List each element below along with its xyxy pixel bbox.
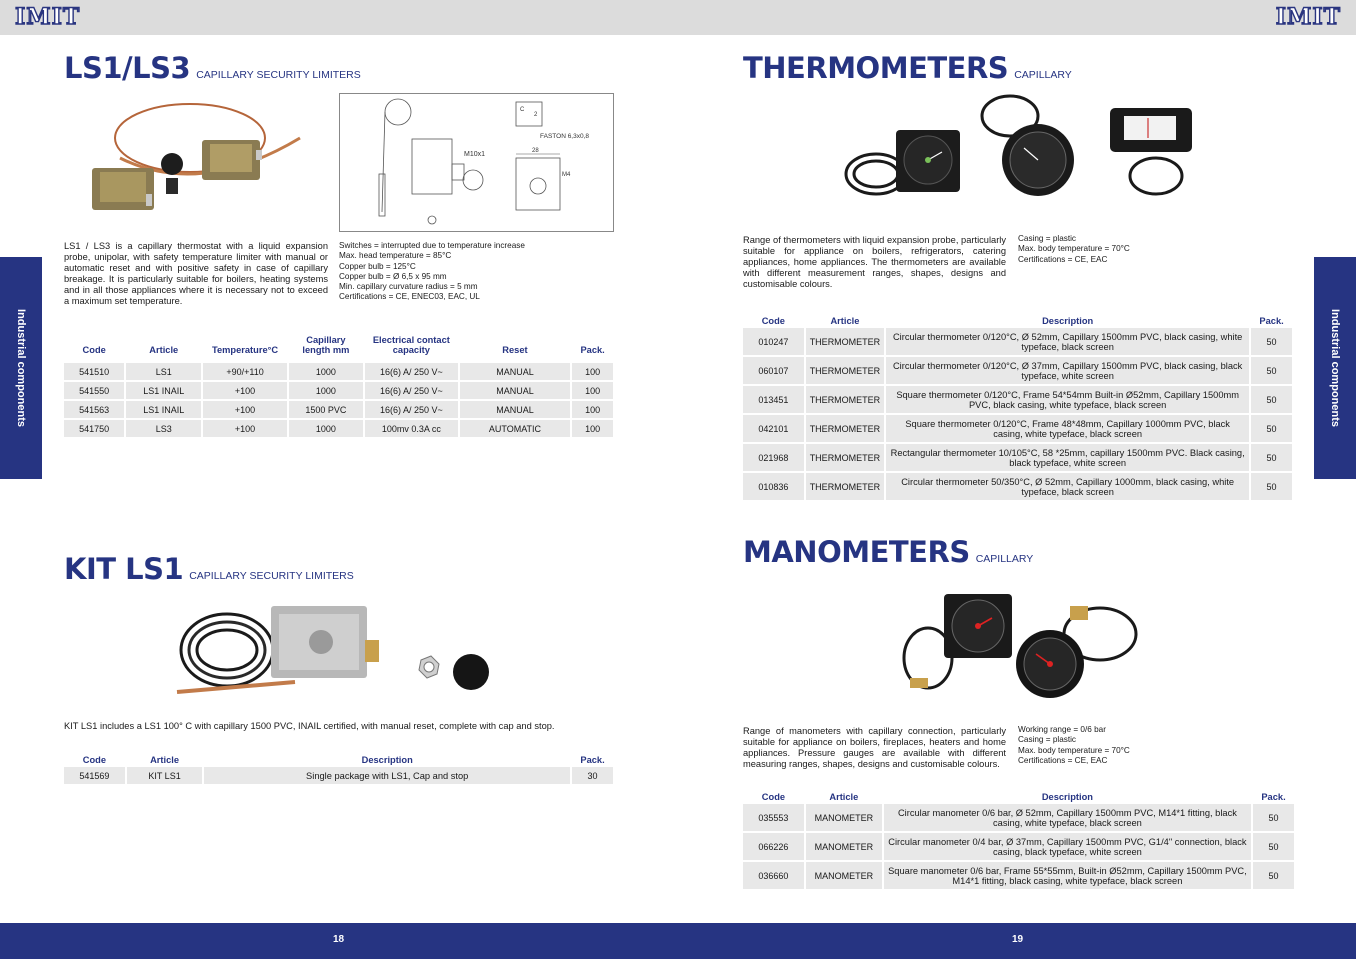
col-header: Pack.	[580, 755, 605, 765]
table-row	[64, 401, 613, 418]
table-cell: Rectangular thermometer 10/105°C, 58 *25mm, capillary 1500mm PVC. Black casing, black typeface, white screen	[886, 444, 1249, 471]
table-cell: Single package with LS1, Cap and stop	[204, 767, 570, 784]
kit-subtitle: CAPILLARY SECURITY LIMITERS	[189, 570, 354, 582]
col-header: Capillary length mm	[302, 335, 350, 355]
table-cell: Circular thermometer 0/120°C, Ø 52mm, Capillary 1500mm PVC, black casing, white typeface, black screen	[886, 328, 1249, 355]
col-header: Description	[361, 755, 413, 765]
ls-spec-line: Switches = interrupted due to temperature increase	[339, 241, 525, 250]
table-cell: 1000	[289, 420, 363, 437]
table-cell: 541510	[64, 363, 124, 380]
table-cell: 1500 PVC	[289, 401, 363, 418]
table-cell: 16(6) A/ 250 V~	[365, 363, 458, 380]
col-header: Article	[150, 755, 179, 765]
table-cell: 010247	[743, 328, 804, 355]
table-cell: Circular manometer 0/4 bar, Ø 37mm, Capillary 1500mm PVC, G1/4" connection, black casing, black typeface, white screen	[884, 833, 1251, 860]
table-cell: 16(6) A/ 250 V~	[365, 401, 458, 418]
table-cell: 541569	[64, 767, 125, 784]
ls-subtitle: CAPILLARY SECURITY LIMITERS	[196, 69, 361, 81]
side-tab-right	[1314, 257, 1356, 479]
table-row	[64, 767, 613, 784]
thermometers-spec-line: Max. body temperature = 70°C	[1018, 244, 1130, 254]
table-cell: 50	[1253, 804, 1294, 831]
table-cell: 021968	[743, 444, 804, 471]
table-cell: 50	[1253, 833, 1294, 860]
table-cell: 060107	[743, 357, 804, 384]
table-cell: THERMOMETER	[806, 444, 885, 471]
table-cell: THERMOMETER	[806, 473, 885, 500]
table-cell: MANUAL	[460, 382, 571, 399]
kit-description: KIT LS1 includes a LS1 100° C with capillary 1500 PVC, INAIL certified, with manual reset, complete with cap and stop.	[64, 721, 555, 731]
table-cell: KIT LS1	[127, 767, 203, 784]
diagram-label-c: C	[520, 107, 525, 113]
table-cell: 541563	[64, 401, 124, 418]
table-row	[743, 833, 1294, 860]
col-header: Article	[149, 345, 179, 355]
manometers-spec-line: Certifications = CE, EAC	[1018, 755, 1108, 765]
manometers-title: MANOMETERS	[743, 535, 970, 569]
ls-section-title	[64, 51, 361, 85]
table-cell: 50	[1251, 328, 1292, 355]
table-cell: 50	[1251, 444, 1292, 471]
col-header: Code	[82, 755, 106, 765]
ls-description: LS1 / LS3 is a capillary thermostat with a liquid expansion probe, unipolar, with safety temperature limiter with manual or automatic reset and with positive safety in case of capillary breakage. It is particularly suitable for boilers, heating systems and in all those appliances where it is necessary not to exceed a maximum set temperature.	[64, 241, 328, 306]
table-cell: 1000	[289, 363, 363, 380]
manometers-spec-line: Casing = plastic	[1018, 735, 1077, 745]
thermometers-subtitle: CAPILLARY	[1014, 69, 1072, 81]
col-header: Electrical contact capacity	[372, 335, 450, 355]
ls-technical-drawing	[339, 93, 614, 232]
table-cell: AUTOMATIC	[460, 420, 571, 437]
thermometers-specs	[1018, 234, 1130, 265]
table-cell: 1000	[289, 382, 363, 399]
table-row	[64, 363, 613, 380]
col-header: Code	[82, 345, 106, 355]
table-cell: 035553	[743, 804, 804, 831]
manometers-spec-line: Working range = 0/6 bar	[1018, 725, 1106, 734]
table-row	[64, 382, 613, 399]
table-row	[743, 415, 1292, 442]
col-header: Description	[1042, 316, 1094, 326]
table-row	[743, 328, 1292, 355]
table-cell: Circular thermometer 50/350°C, Ø 52mm, Capillary 1000mm, black casing, white typeface, black screen	[886, 473, 1249, 500]
diagram-label-thread: M10x1	[464, 151, 486, 158]
ls-spec-line: Copper bulb = Ø 6,5 x 95 mm	[339, 271, 447, 281]
table-cell: 100	[572, 382, 613, 399]
table-cell: 010836	[743, 473, 804, 500]
ls-table	[62, 327, 615, 439]
table-cell: 042101	[743, 415, 804, 442]
col-header: Temperature°C	[211, 345, 279, 355]
diagram-label-m4: M4	[562, 172, 571, 178]
diagram-label-faston: FASTON 6,3x0,8	[540, 133, 590, 140]
table-cell: 100	[572, 363, 613, 380]
table-cell: 50	[1251, 415, 1292, 442]
table-row	[743, 386, 1292, 413]
table-cell: 100	[572, 420, 613, 437]
manometers-specs	[1018, 725, 1130, 766]
col-header: Reset	[502, 345, 528, 355]
table-cell: Circular thermometer 0/120°C, Ø 37mm, Capillary 1500mm PVC, black casing, black typeface, white screen	[886, 357, 1249, 384]
ls-specs	[339, 241, 525, 303]
table-cell: THERMOMETER	[806, 386, 885, 413]
col-header: Code	[761, 792, 786, 802]
table-cell: MANOMETER	[806, 862, 882, 889]
table-cell: 013451	[743, 386, 804, 413]
table-cell: MANUAL	[460, 401, 571, 418]
brand-logo-left: IMIT	[15, 4, 81, 30]
col-header: Pack.	[580, 345, 605, 355]
side-tab-label: Industrial components	[1329, 309, 1341, 427]
table-cell: 50	[1251, 473, 1292, 500]
manometers-description: Range of manometers with capillary connection, particularly suitable for appliance on boilers, fireplaces, heaters and home appliances. Pressure gauges are available with different measuring ranges, shapes, designs and customisable colours.	[743, 726, 1006, 769]
table-cell: Square thermometer 0/120°C, Frame 54*54mm Built-in Ø52mm, Capillary 1500mm PVC, black casing, white typeface, black screen	[886, 386, 1249, 413]
table-cell: THERMOMETER	[806, 415, 885, 442]
ls-title: LS1/LS3	[64, 51, 191, 85]
thermometers-product-photo	[838, 90, 1198, 202]
table-cell: 541750	[64, 420, 124, 437]
table-cell: 50	[1253, 862, 1294, 889]
side-tab-left	[0, 257, 42, 479]
ls-spec-line: Min. capillary curvature radius = 5 mm	[339, 282, 478, 292]
col-header: Article	[830, 316, 860, 326]
table-cell: MANOMETER	[806, 833, 882, 860]
table-cell: 036660	[743, 862, 804, 889]
table-cell: 100mv 0.3A cc	[365, 420, 458, 437]
thermometers-spec-line: Certifications = CE, EAC	[1018, 254, 1108, 264]
diagram-label-2: 2	[534, 112, 538, 118]
table-cell: THERMOMETER	[806, 357, 885, 384]
manometers-product-photo	[900, 588, 1145, 708]
table-cell: +100	[203, 401, 287, 418]
table-cell: +90/+110	[203, 363, 287, 380]
kit-table	[62, 749, 615, 786]
thermometers-title: THERMOMETERS	[743, 51, 1009, 85]
manometers-table	[741, 787, 1296, 891]
thermometers-spec-line: Casing = plastic	[1018, 234, 1077, 243]
table-row	[743, 804, 1294, 831]
diagram-label-28: 28	[532, 148, 539, 154]
side-tab-label: Industrial components	[15, 309, 27, 427]
manometers-section-title	[743, 535, 1033, 569]
kit-section-title	[64, 552, 354, 586]
table-cell: LS1 INAIL	[126, 382, 201, 399]
table-cell: 100	[572, 401, 613, 418]
table-cell: MANUAL	[460, 363, 571, 380]
thermometers-description: Range of thermometers with liquid expansion probe, particularly suitable for appliance on boilers, refrigerators, catering appliances, home appliances. The thermometers are available with different measurement ranges, shapes, designs and customisable colours.	[743, 235, 1006, 289]
ls-spec-line: Certifications = CE, ENEC03, EAC, UL	[339, 292, 480, 302]
col-header: Article	[829, 792, 859, 802]
table-row	[743, 473, 1292, 500]
ls-product-photo	[80, 98, 308, 222]
col-header: Code	[761, 316, 785, 326]
col-header: Pack.	[1261, 792, 1286, 802]
bottom-band	[0, 923, 1356, 959]
table-row	[743, 357, 1292, 384]
manometers-subtitle: CAPILLARY	[975, 553, 1034, 565]
thermometers-section-title	[743, 51, 1072, 85]
table-cell: LS1 INAIL	[126, 401, 201, 418]
kit-title: KIT LS1	[64, 552, 184, 586]
ls-spec-line: Copper bulb = 125°C	[339, 261, 416, 271]
table-cell: 066226	[743, 833, 804, 860]
table-cell: +100	[203, 420, 287, 437]
manometers-spec-line: Max. body temperature = 70°C	[1018, 745, 1130, 755]
ls-spec-line: Max. head temperature = 85°C	[339, 251, 452, 261]
brand-logo-right: IMIT	[1275, 4, 1341, 30]
top-band	[0, 0, 1356, 35]
table-cell: Square thermometer 0/120°C, Frame 48*48mm, Capillary 1000mm PVC, black casing, white typeface, black screen	[886, 415, 1249, 442]
table-cell: 541550	[64, 382, 124, 399]
table-cell: Square manometer 0/6 bar, Frame 55*55mm, Built-in Ø52mm, Capillary 1500mm PVC, M14*1 fitting, black casing, white typeface, black screen	[884, 862, 1251, 889]
table-cell: 50	[1251, 386, 1292, 413]
table-cell: MANOMETER	[806, 804, 882, 831]
page-number-left: 18	[333, 934, 345, 945]
table-cell: +100	[203, 382, 287, 399]
table-cell: 30	[572, 767, 613, 784]
kit-product-photo	[175, 600, 500, 700]
table-cell: THERMOMETER	[806, 328, 885, 355]
col-header: Pack.	[1259, 316, 1284, 326]
table-cell: LS1	[126, 363, 201, 380]
table-cell: 50	[1251, 357, 1292, 384]
table-row	[743, 862, 1294, 889]
thermometers-table	[741, 311, 1294, 502]
table-cell: LS3	[126, 420, 201, 437]
table-row	[743, 444, 1292, 471]
page-number-right: 19	[1012, 934, 1024, 945]
table-cell: 16(6) A/ 250 V~	[365, 382, 458, 399]
table-row	[64, 420, 613, 437]
table-cell: Circular manometer 0/6 bar, Ø 52mm, Capillary 1500mm PVC, M14*1 fitting, black casing, white typeface, black screen	[884, 804, 1251, 831]
col-header: Description	[1041, 792, 1093, 802]
